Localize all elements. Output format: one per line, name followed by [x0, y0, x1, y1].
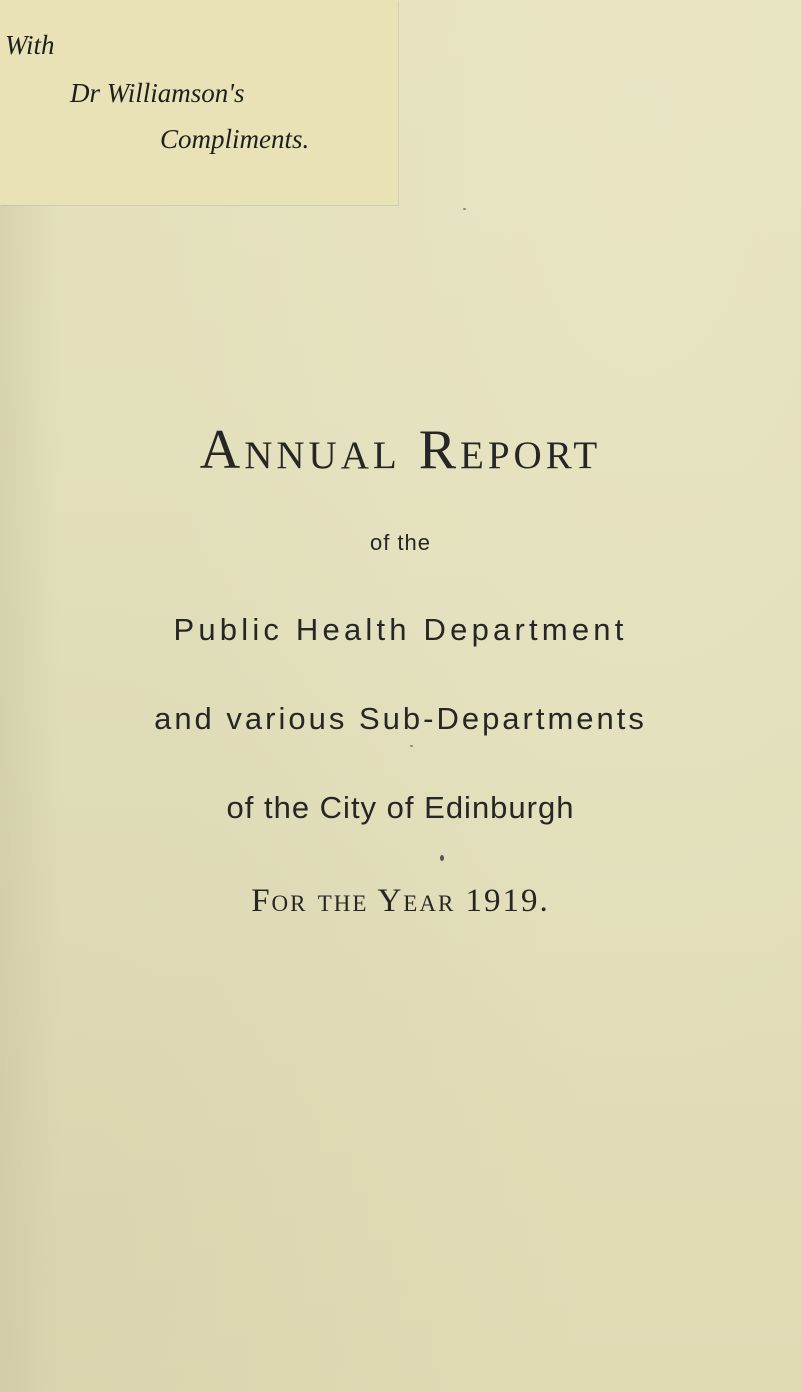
- paper-speck: [463, 208, 466, 210]
- paper-speck: [410, 745, 413, 747]
- inscription-with: With: [5, 30, 55, 60]
- report-of-the: of the: [369, 530, 432, 555]
- report-title: Annual Report: [199, 419, 602, 481]
- city-line: of the City of Edinburgh: [226, 790, 575, 825]
- report-year-line: For the Year 1919.: [251, 883, 550, 919]
- department-line: Public Health Department: [173, 612, 628, 647]
- inscription-name: Dr Williamson's: [70, 78, 245, 108]
- inscription-compliments: Compliments.: [160, 124, 310, 154]
- sub-departments-line: and various Sub-Departments: [154, 701, 647, 736]
- paper-speck: [440, 855, 444, 861]
- compliments-slip: [0, 0, 398, 205]
